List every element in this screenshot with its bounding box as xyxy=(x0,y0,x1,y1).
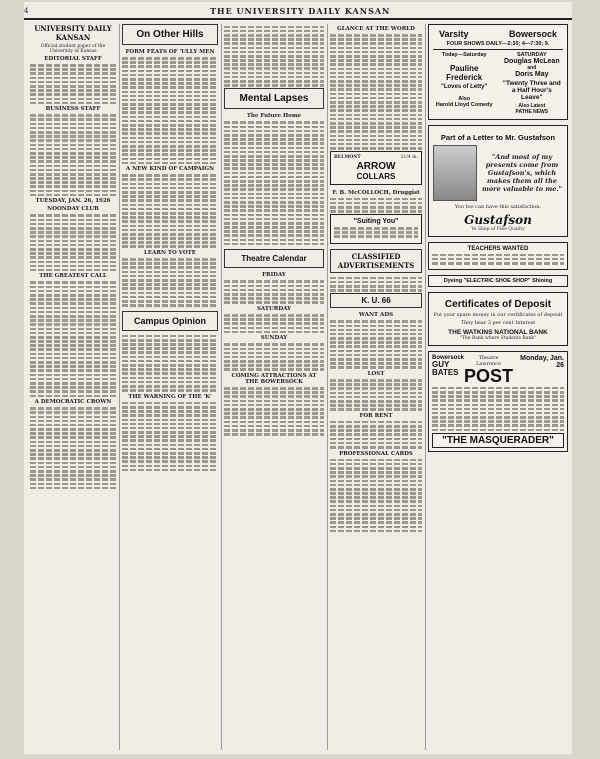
article-text xyxy=(122,174,218,248)
arrow-brand: ARROW xyxy=(356,160,396,172)
classified-text xyxy=(330,277,422,292)
campus-opinion-title: Campus Opinion xyxy=(134,315,206,326)
collar-size: 21/4 in. xyxy=(400,155,418,161)
bowersock-name: Bowersock xyxy=(508,29,557,39)
suiting-text xyxy=(334,227,418,238)
article-heading: FORM FEATS OF 'ULLY MEN xyxy=(125,49,215,55)
electric-shop-text: Dyeing "ELECTRIC SHOE SHOP" Shining xyxy=(443,278,553,285)
gustafson-quote: "And most of my presents come from Gustafson's, which makes them all the more valuable to me." xyxy=(481,153,563,193)
section-heading: FOR RENT xyxy=(359,412,393,419)
certificates-line1: Put your spare money in our certificates of deposit xyxy=(433,312,563,319)
theatre-names xyxy=(433,29,563,39)
column-glance xyxy=(330,24,422,750)
guy-label: GUY xyxy=(432,360,450,370)
section-heading: EDITORIAL STAFF xyxy=(44,56,102,62)
column-rule xyxy=(425,24,426,750)
suiting-title: "Suiting You" xyxy=(353,218,399,226)
varsity-bowersock-ad xyxy=(428,24,568,120)
calendar-day: SUNDAY xyxy=(260,335,288,342)
article-text xyxy=(30,214,116,271)
calendar-text xyxy=(224,387,324,436)
calendar-day: COMING ATTRACTIONS AT THE BOWERSOCK xyxy=(231,373,317,386)
gift-image xyxy=(433,145,477,201)
article-text xyxy=(224,26,324,87)
column-ads xyxy=(428,24,568,750)
newspaper-page xyxy=(24,2,572,754)
phone-box xyxy=(330,293,422,308)
sat-star-2: Doris May xyxy=(515,71,549,78)
bank-slogan: "The Bank where Students Bank" xyxy=(459,336,537,342)
and-label: and xyxy=(527,65,537,71)
extra-label: Also Latest xyxy=(518,103,546,109)
collar-name: BELMONT xyxy=(334,155,361,161)
post-label: POST xyxy=(464,366,514,387)
varsity-program xyxy=(433,52,495,115)
rent-text xyxy=(330,421,422,449)
bowersock-program xyxy=(501,52,563,115)
watkins-bank-ad xyxy=(428,292,568,346)
mental-lapses-header xyxy=(224,88,324,109)
article-text xyxy=(30,407,116,489)
section-heading: THE GREATEST CALL xyxy=(39,273,107,280)
certificates-line2: They bear 3 per cent Interest xyxy=(460,320,536,327)
article-text xyxy=(224,121,324,245)
show-times: FOUR SHOWS DAILY—2:30; 4—7:30; 9. xyxy=(433,41,563,50)
column-rule xyxy=(221,24,222,750)
article-heading: A NEW KIND OF CAMPAIGN xyxy=(125,166,215,173)
venue-mid xyxy=(464,355,513,385)
arrow-collar-ad xyxy=(330,151,422,184)
sat-star: Douglas McLean xyxy=(503,58,560,65)
saturday-label: SATURDAY xyxy=(516,52,547,58)
section-heading: A DEMOCRATIC CROWN xyxy=(34,399,112,406)
other-hills-title: On Other Hills xyxy=(136,29,204,40)
gustafson-slogan: Ye Shop of Fine Quality xyxy=(471,227,525,232)
staff-list xyxy=(30,114,116,146)
campus-opinion-header xyxy=(122,311,218,331)
theatre-calendar-title: Theatre Calendar xyxy=(241,254,307,264)
article-heading: THE WARNING OF THE 'K' xyxy=(128,393,212,400)
also-label: Also xyxy=(458,96,471,102)
comedy-label: Harold Lloyd Comedy xyxy=(435,102,493,108)
show-date: Monday, Jan. 26 xyxy=(520,355,564,370)
city-label: Lawrence xyxy=(476,361,501,368)
calendar-day: FRIDAY xyxy=(262,272,286,279)
want-ads-text xyxy=(330,320,422,369)
article-text xyxy=(122,402,218,472)
lost-text xyxy=(330,379,422,411)
today-label: Today—Saturday xyxy=(441,52,487,58)
other-hills-header xyxy=(122,24,218,45)
column-rule xyxy=(327,24,328,750)
electric-shop-ad xyxy=(428,275,568,287)
article-text xyxy=(330,34,422,150)
paper-subheading: Official student paper of the University of Kansas xyxy=(40,44,106,54)
paper-heading: UNIVERSITY DAILY KANSAN xyxy=(34,24,112,42)
editorial-text xyxy=(30,148,116,197)
section-heading: WANT ADS xyxy=(358,312,394,319)
calendar-text xyxy=(224,280,324,304)
column-mental-lapses xyxy=(224,24,324,750)
store-name: F. B. McCOLLOCH, Druggist xyxy=(332,189,420,196)
article-heading: GLANCE AT THE WORLD xyxy=(337,26,415,32)
classified-title: CLASSIFIED ADVERTISEMENTS xyxy=(337,251,415,270)
star-name: Pauline Frederick xyxy=(446,64,483,82)
calendar-day: SATURDAY xyxy=(256,305,292,312)
calendar-text xyxy=(224,343,324,371)
page-number: 4 xyxy=(24,7,29,15)
article-heading: The Future Home xyxy=(246,113,302,120)
column-rule xyxy=(119,24,120,750)
section-heading: NOONDAY CLUB xyxy=(47,206,99,213)
column-editorial xyxy=(30,24,116,750)
ku-phone: K. U. 66 xyxy=(361,296,391,306)
theatre-calendar-header xyxy=(224,249,324,268)
professional-cards-text xyxy=(330,459,422,533)
store-text xyxy=(330,198,422,213)
masquerader-title: "THE MASQUERADER" xyxy=(432,433,564,448)
article-text xyxy=(30,281,116,397)
masquerader-text xyxy=(432,387,564,431)
bank-name: THE WATKINS NATIONAL BANK xyxy=(448,329,548,337)
film-title: "Loves of Letty" xyxy=(441,84,488,90)
certificates-heading: Certificates of Deposit xyxy=(444,299,552,311)
section-heading: BUSINESS STAFF xyxy=(45,106,101,113)
calendar-text xyxy=(224,314,324,333)
theatre-programs xyxy=(433,52,563,115)
teachers-ad xyxy=(428,242,568,270)
column-other-hills xyxy=(122,24,218,750)
masquerader-top xyxy=(432,355,564,385)
mental-lapses-title: Mental Lapses xyxy=(239,93,309,105)
article-heading: LEARN TO VOTE xyxy=(144,250,196,257)
suiting-ad xyxy=(330,214,422,243)
venue-block xyxy=(432,355,464,385)
sat-film: "Twenty Three and a Half Hour's Leave" xyxy=(502,80,561,101)
gustafson-tag: You too can have this satisfaction. xyxy=(454,204,542,210)
classified-header xyxy=(330,249,422,273)
arrow-product: COLLARS xyxy=(356,171,396,181)
masquerader-ad xyxy=(428,351,568,452)
date-line: TUESDAY, JAN. 26, 1926 xyxy=(35,198,111,205)
theatre-label: Theatre xyxy=(478,355,499,362)
gustafson-logo: Gustafson xyxy=(464,213,532,227)
gustafson-heading: Part of a Letter to Mr. Gustafson xyxy=(440,133,556,142)
article-text xyxy=(122,335,218,392)
bates-label: BATES xyxy=(432,368,459,378)
masthead-title: THE UNIVERSITY DAILY KANSAN xyxy=(210,6,391,16)
section-heading: PROFESSIONAL CARDS xyxy=(339,450,413,457)
gustafson-body xyxy=(433,145,563,201)
news-label: PATHE NEWS xyxy=(515,109,549,115)
teachers-text xyxy=(432,254,564,265)
masthead xyxy=(24,4,572,20)
venue-name: Bowersock xyxy=(432,355,465,362)
teachers-heading: TEACHERS WANTED xyxy=(467,246,529,252)
gustafson-ad xyxy=(428,125,568,237)
section-heading: LOST xyxy=(367,370,385,377)
varsity-name: Varsity xyxy=(439,29,469,39)
article-text xyxy=(122,258,218,307)
staff-list xyxy=(30,64,116,104)
article-text xyxy=(122,57,218,164)
